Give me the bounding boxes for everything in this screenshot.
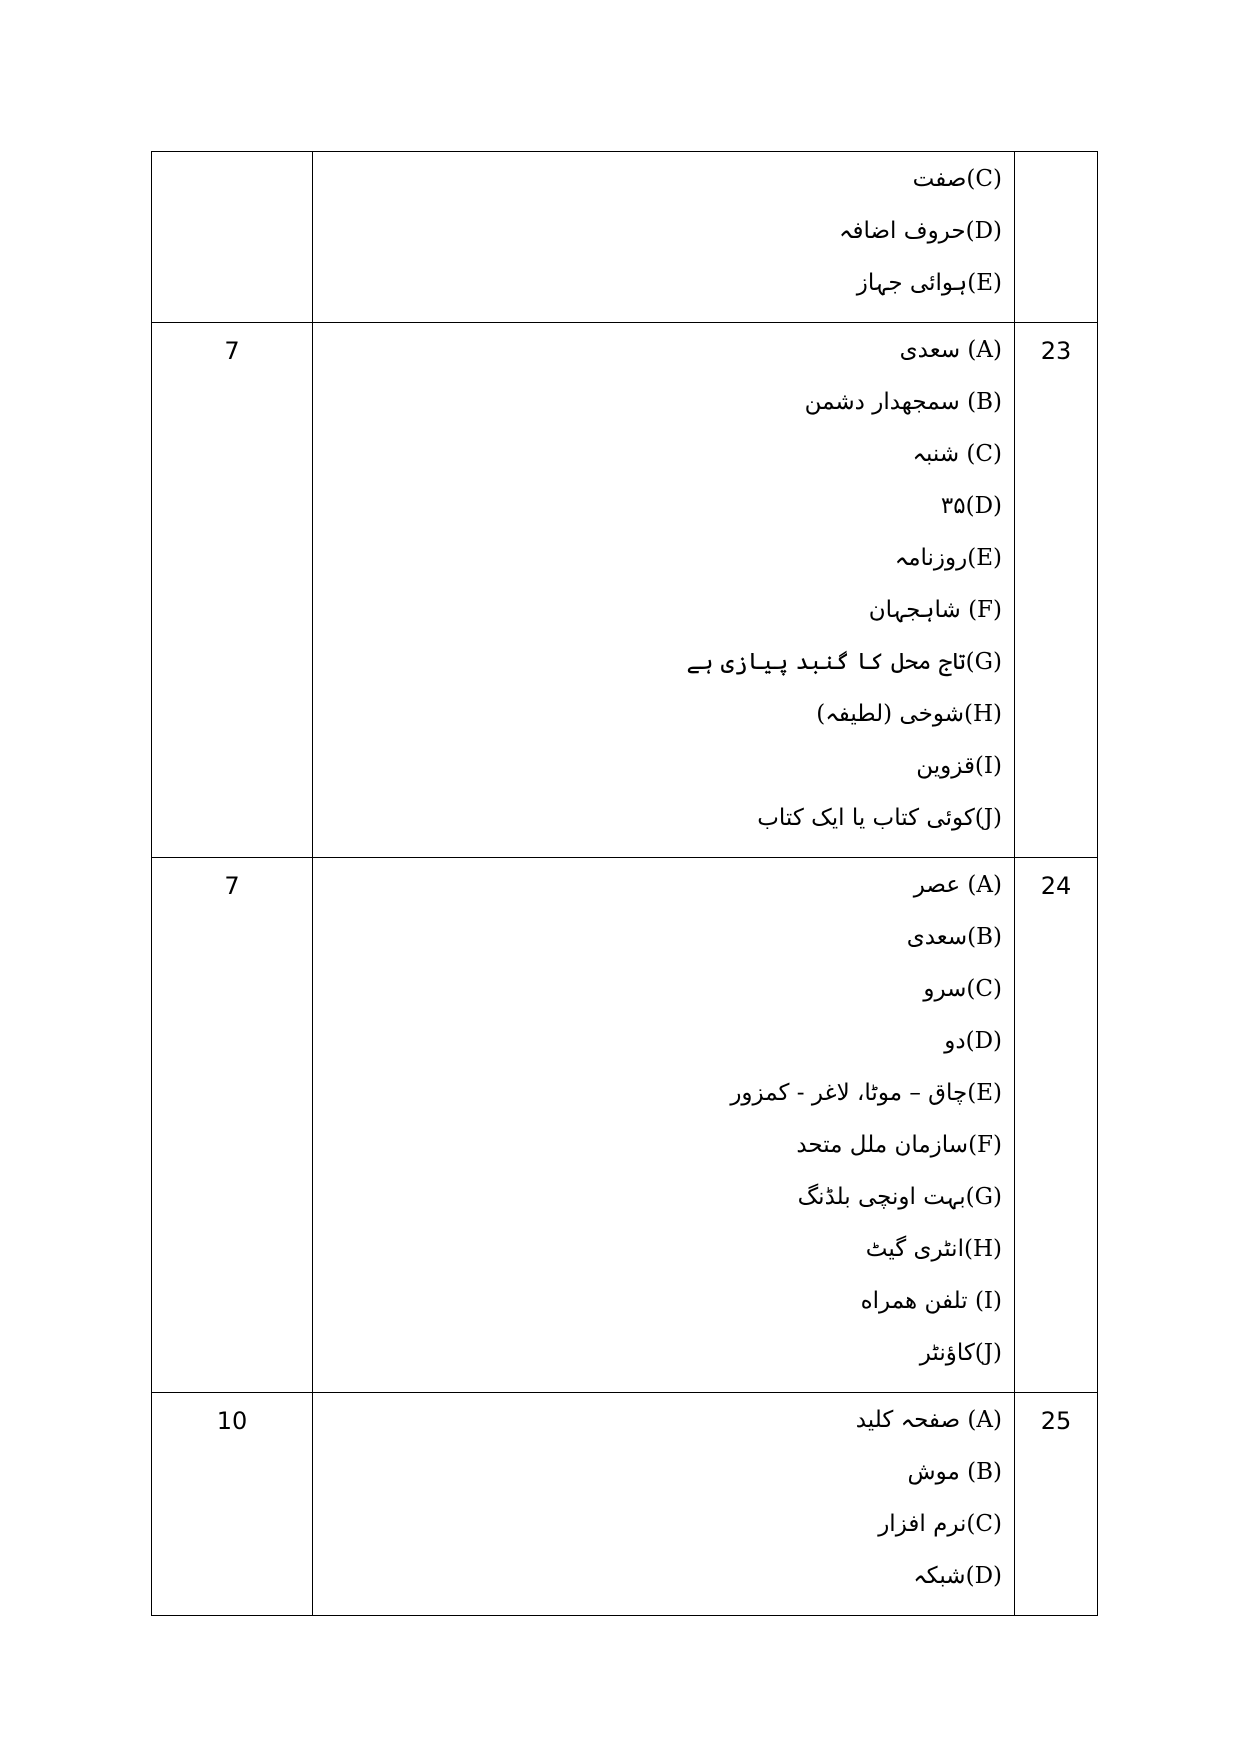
answer-list — [313, 152, 1014, 322]
question-number-cell — [1015, 152, 1098, 323]
marks-cell — [152, 152, 313, 323]
answer-text: (I) تلفن همراه — [860, 1288, 1002, 1314]
answer-text: (G)بہت اونچی بلڈنگ — [797, 1184, 1002, 1210]
answer-key-table — [151, 151, 1098, 1616]
answer-text: (H)شوخی (لطیفہ) — [816, 701, 1002, 727]
answer-text: (A) عصر — [913, 872, 1002, 898]
answer-line — [313, 1080, 1002, 1132]
answer-line — [313, 924, 1002, 976]
answer-line — [313, 1288, 1002, 1340]
answer-line — [313, 1184, 1002, 1236]
answer-line — [313, 1340, 1002, 1392]
answer-line — [313, 753, 1002, 805]
answer-list — [313, 858, 1014, 1392]
answer-line — [313, 270, 1002, 322]
answer-text: (D)حروف اضافہ — [839, 218, 1002, 244]
answer-line — [313, 1236, 1002, 1288]
answer-text: (I)قزوین — [916, 753, 1002, 779]
answer-line — [313, 1132, 1002, 1184]
answer-line — [313, 805, 1002, 857]
answer-line — [313, 389, 1002, 441]
answer-line — [313, 1028, 1002, 1080]
answer-line — [313, 649, 1002, 701]
answer-text: (F) شاہجہان — [868, 597, 1002, 623]
table-row — [152, 858, 1098, 1393]
answer-line — [313, 218, 1002, 270]
answer-text: (H)انٹری گیٹ — [865, 1236, 1002, 1262]
answer-text: (E)روزنامہ — [894, 545, 1002, 571]
answer-text: (B)سعدی — [906, 924, 1002, 950]
table-row — [152, 323, 1098, 858]
answer-text: (C) شنبہ — [912, 441, 1002, 467]
answer-text: (J)کاؤنٹر — [919, 1340, 1002, 1366]
answer-text: (D)شبکہ — [913, 1563, 1002, 1589]
answer-text: (C)نرم افزار — [878, 1511, 1002, 1537]
answer-text: (E)ہوائی جہاز — [856, 270, 1002, 296]
marks-cell: 10 — [152, 1393, 313, 1616]
answer-line — [313, 493, 1002, 545]
answer-text: (D)۳۵ — [940, 493, 1002, 519]
marks-cell: 7 — [152, 323, 313, 858]
answer-text: (A) سعدی — [899, 337, 1002, 363]
answer-line — [313, 331, 1002, 389]
answers-cell — [313, 323, 1015, 858]
answers-cell — [313, 858, 1015, 1393]
answer-line — [313, 1563, 1002, 1615]
answer-line — [313, 441, 1002, 493]
answer-line — [313, 701, 1002, 753]
answer-line — [313, 1401, 1002, 1459]
answer-list — [313, 323, 1014, 857]
table-row — [152, 1393, 1098, 1616]
answer-text: (G)تاج محل کا گنبد پیازی ہے — [686, 649, 1002, 675]
answer-text: (B) سمجھدار دشمن — [804, 389, 1002, 415]
answer-text: (F)سازمان ملل متحد — [796, 1132, 1002, 1158]
answer-line — [313, 160, 1002, 218]
answer-text: (C)صفت — [912, 166, 1002, 192]
answer-line — [313, 597, 1002, 649]
answers-cell — [313, 1393, 1015, 1616]
answer-line — [313, 866, 1002, 924]
answer-text: (D)دو — [944, 1028, 1002, 1054]
answers-cell — [313, 152, 1015, 323]
answer-text: (E)چاق – موٹا، لاغر - کمزور — [730, 1080, 1002, 1106]
question-number-cell: 24 — [1015, 858, 1098, 1393]
table-row — [152, 152, 1098, 323]
answer-line — [313, 1459, 1002, 1511]
question-number-cell: 25 — [1015, 1393, 1098, 1616]
answer-text: (A) صفحہ کلید — [855, 1407, 1002, 1433]
answer-line — [313, 545, 1002, 597]
marks-cell: 7 — [152, 858, 313, 1393]
answer-line — [313, 976, 1002, 1028]
answer-list — [313, 1393, 1014, 1615]
answer-text: (C)سرو — [923, 976, 1002, 1002]
answer-key-table-body — [152, 152, 1098, 1616]
answer-text: (J)کوئی کتاب یا ایک کتاب — [757, 805, 1002, 831]
answer-line — [313, 1511, 1002, 1563]
answer-text: (B) موش — [907, 1459, 1002, 1485]
question-number-cell: 23 — [1015, 323, 1098, 858]
